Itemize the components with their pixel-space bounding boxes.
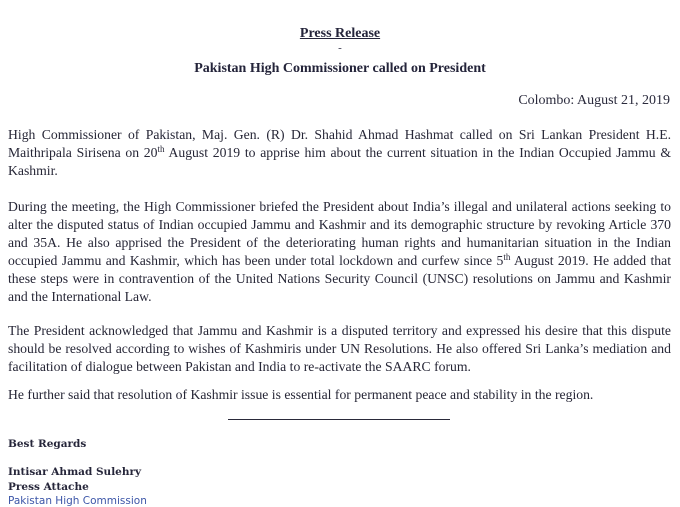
press-release-title: Press Release	[299, 26, 381, 41]
title-separator-dash: -	[338, 42, 342, 54]
paragraph-meeting-text-b: August 2019. He added that these steps were in contravention of the United Nations Security Council (UNSC) resolutions on Jammu and Kashmir and the International Law.	[8, 253, 671, 304]
paragraph-intro-text-a: High Commissioner of Pakistan, Maj. Gen. (R) Dr. Shahid Ahmad Hashmat called on Sri Lankan President H.E. Maithripala Sirisena on 20	[8, 127, 671, 160]
paragraph-meeting-text-a: During the meeting, the High Commissioner briefed the President about India’s illegal and unilateral actions seeking to alter the disputed status of Indian occupied Jammu and Kashmir and its demographic structure by revoking Article 370 and 35A. He also apprised the President of the deteriorating human rights and humanitarian situation in the Indian occupied Jammu and Kashmir, which has been under total lockdown and curfew since 5	[8, 199, 671, 268]
signature-organization: Pakistan High Commission	[8, 495, 147, 507]
ordinal-suffix: th	[157, 144, 165, 154]
dateline: Colombo: August 21, 2019	[518, 93, 670, 108]
signature-regards: Best Regards	[8, 438, 87, 450]
signature-role: Press Attache	[8, 481, 89, 493]
ordinal-suffix: th	[503, 252, 511, 262]
paragraph-president-response: The President acknowledged that Jammu and Kashmir is a disputed territory and expressed his desire that this dispute should be resolved according to wishes of Kashmiris under UN Resolutions. He also offered Sri Lanka’s mediation and facilitation of dialogue between Pakistan and India to re-activate the SAARC forum.	[8, 323, 671, 374]
paragraph-closing: He further said that resolution of Kashmir issue is essential for permanent peace and stability in the region.	[8, 387, 594, 402]
press-release-subtitle: Pakistan High Commissioner called on President	[194, 61, 486, 76]
paragraph-meeting	[8, 198, 671, 306]
paragraph-intro	[8, 126, 671, 180]
paragraph-intro-text-b: August 2019 to apprise him about the current situation in the Indian Occupied Jammu & Kashmir.	[8, 145, 671, 178]
horizontal-rule	[228, 419, 450, 420]
signature-name: Intisar Ahmad Sulehry	[8, 466, 142, 478]
